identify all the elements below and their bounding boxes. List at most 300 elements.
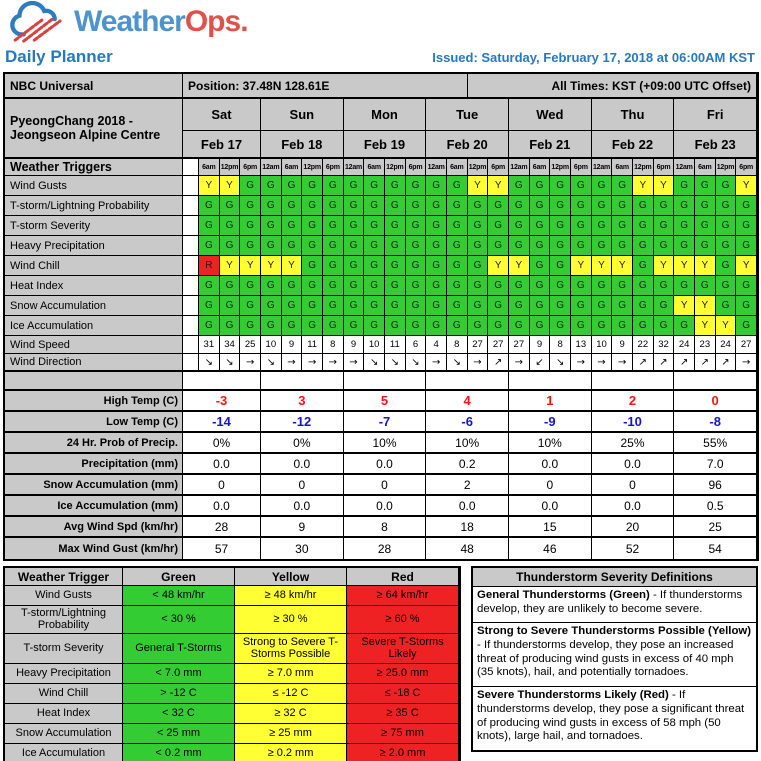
trigger-cell: G xyxy=(220,216,241,236)
trigger-cell: G xyxy=(426,296,447,316)
summary-value: 96 xyxy=(674,475,757,496)
trigger-cell: G xyxy=(364,256,385,276)
trigger-cell: Y xyxy=(674,296,695,316)
trigger-cell: G xyxy=(406,296,427,316)
trigger-cell: G xyxy=(385,196,406,216)
time-header: 12am xyxy=(592,159,613,176)
trigger-cell: G xyxy=(695,176,716,196)
day-header: Mon xyxy=(344,99,427,131)
trigger-cell: G xyxy=(509,236,530,256)
summary-value: 48 xyxy=(426,538,509,559)
summary-value: 0.0 xyxy=(509,496,592,517)
wind-direction-arrow: → xyxy=(736,354,757,372)
trigger-cell: G xyxy=(364,176,385,196)
trigger-cell: G xyxy=(592,316,613,336)
summary-label: Avg Wind Spd (km/hr) xyxy=(5,517,183,538)
summary-label: Precipitation (mm) xyxy=(5,454,183,475)
gap-cell xyxy=(183,176,199,196)
brand-name xyxy=(74,5,248,39)
wind-speed-cell: 8 xyxy=(323,336,344,354)
trigger-cell: G xyxy=(447,276,468,296)
cloud-wind-icon xyxy=(8,1,70,43)
trigger-cell: G xyxy=(654,236,675,256)
trigger-cell: Y xyxy=(612,256,633,276)
trigger-cell: G xyxy=(302,216,323,236)
trigger-cell: G xyxy=(509,216,530,236)
time-header: 12am xyxy=(509,159,530,176)
trigger-cell: G xyxy=(592,236,613,256)
trigger-cell: Y xyxy=(716,316,737,336)
time-header: 12am xyxy=(261,159,282,176)
trigger-cell: G xyxy=(592,176,613,196)
time-header: 6pm xyxy=(323,159,344,176)
legend-red-cell: ≥ 25.0 mm xyxy=(347,664,459,684)
trigger-cell: G xyxy=(736,196,757,216)
day-header: Tue xyxy=(426,99,509,131)
trigger-cell: G xyxy=(282,196,303,216)
time-header: 6am xyxy=(612,159,633,176)
trigger-cell: G xyxy=(633,196,654,216)
trigger-cell: G xyxy=(488,236,509,256)
summary-value: 15 xyxy=(509,517,592,538)
time-header: 12am xyxy=(344,159,365,176)
trigger-cell: Y xyxy=(468,176,489,196)
trigger-cell: G xyxy=(426,276,447,296)
summary-value: 20 xyxy=(592,517,675,538)
summary-value: 0.0 xyxy=(426,496,509,517)
trigger-cell: G xyxy=(447,216,468,236)
trigger-cell: Y xyxy=(571,256,592,276)
summary-value: -12 xyxy=(261,412,344,433)
wind-direction-arrow: ↗ xyxy=(674,354,695,372)
wind-direction-arrow: → xyxy=(468,354,489,372)
trigger-cell: G xyxy=(323,196,344,216)
summary-value: 0.0 xyxy=(509,454,592,475)
summary-value: 0 xyxy=(674,391,757,412)
trigger-cell: G xyxy=(716,176,737,196)
report-header xyxy=(0,44,761,70)
trigger-cell: G xyxy=(716,296,737,316)
time-header: 6am xyxy=(282,159,303,176)
wind-speed-cell: 10 xyxy=(261,336,282,354)
trigger-cell: G xyxy=(674,176,695,196)
legend-red-cell: ≥ 60 % xyxy=(347,606,459,634)
wind-direction-arrow: ↙ xyxy=(530,354,551,372)
legend-yellow-cell: ≥ 25 mm xyxy=(235,724,347,744)
trigger-cell: G xyxy=(654,216,675,236)
brand-weather: Weather xyxy=(74,5,185,38)
trigger-cell: Y xyxy=(282,256,303,276)
summary-value: 2 xyxy=(592,391,675,412)
definitions-body xyxy=(473,587,756,750)
trigger-cell: Y xyxy=(633,176,654,196)
trigger-cell: G xyxy=(282,296,303,316)
trigger-cell: G xyxy=(571,176,592,196)
trigger-cell: Y xyxy=(695,296,716,316)
summary-value: 28 xyxy=(183,517,261,538)
time-header: 6am xyxy=(695,159,716,176)
trigger-cell: G xyxy=(385,316,406,336)
trigger-cell: G xyxy=(282,276,303,296)
trigger-cell: G xyxy=(571,316,592,336)
legend-yellow-cell: ≥ 7.0 mm xyxy=(235,664,347,684)
wind-speed-cell: 27 xyxy=(736,336,757,354)
time-header: 6am xyxy=(364,159,385,176)
trigger-cell: G xyxy=(199,216,220,236)
trigger-cell: Y xyxy=(199,176,220,196)
trigger-cell: G xyxy=(716,276,737,296)
trigger-cell: G xyxy=(674,216,695,236)
legend-yellow-cell: ≥ 48 km/hr xyxy=(235,586,347,606)
trigger-cell: G xyxy=(240,176,261,196)
wind-speed-cell: 11 xyxy=(385,336,406,354)
legend-green-cell: < 30 % xyxy=(123,606,235,634)
trigger-cell: G xyxy=(654,296,675,316)
weather-triggers-label: Weather Triggers xyxy=(5,159,183,176)
summary-value: -10 xyxy=(592,412,675,433)
summary-value: 0.0 xyxy=(592,496,675,517)
summary-value: 1 xyxy=(509,391,592,412)
trigger-cell: G xyxy=(674,316,695,336)
wind-speed-cell: 9 xyxy=(344,336,365,354)
summary-label: Snow Accumulation (mm) xyxy=(5,475,183,496)
trigger-cell: G xyxy=(530,316,551,336)
trigger-cell: G xyxy=(344,196,365,216)
trigger-label: T-storm/Lightning Probability xyxy=(5,196,183,216)
trigger-cell: G xyxy=(550,276,571,296)
trigger-label: T-storm Severity xyxy=(5,216,183,236)
trigger-cell: G xyxy=(426,256,447,276)
trigger-cell: G xyxy=(199,236,220,256)
summary-value: 5 xyxy=(344,391,427,412)
trigger-cell: G xyxy=(674,276,695,296)
trigger-cell: G xyxy=(426,196,447,216)
trigger-cell: G xyxy=(468,276,489,296)
summary-value: -14 xyxy=(183,412,261,433)
date-header: Feb 19 xyxy=(344,131,427,159)
gap-cell xyxy=(183,159,199,176)
trigger-cell: G xyxy=(344,216,365,236)
summary-value: 3 xyxy=(261,391,344,412)
trigger-cell: G xyxy=(716,196,737,216)
legend-row-label: T-storm Severity xyxy=(5,634,123,664)
wind-speed-cell: 13 xyxy=(571,336,592,354)
legend-yellow-cell: ≥ 30 % xyxy=(235,606,347,634)
trigger-cell: G xyxy=(261,196,282,216)
legend-row-label: Ice Accumulation xyxy=(5,744,123,761)
trigger-cell: G xyxy=(261,236,282,256)
wind-direction-arrow: → xyxy=(571,354,592,372)
trigger-cell: G xyxy=(323,216,344,236)
summary-value: -7 xyxy=(344,412,427,433)
trigger-cell: G xyxy=(530,196,551,216)
trigger-cell: G xyxy=(220,296,241,316)
wind-speed-cell: 9 xyxy=(530,336,551,354)
gap-cell xyxy=(183,236,199,256)
trigger-cell: G xyxy=(261,296,282,316)
trigger-cell: G xyxy=(240,216,261,236)
trigger-cell: G xyxy=(282,236,303,256)
trigger-cell: G xyxy=(468,256,489,276)
trigger-cell: G xyxy=(674,236,695,256)
wind-direction-arrow: ↘ xyxy=(364,354,385,372)
trigger-cell: G xyxy=(654,316,675,336)
definition-term: General Thunderstorms (Green) xyxy=(477,589,650,601)
summary-value: 0.5 xyxy=(674,496,757,517)
trigger-cell: G xyxy=(199,276,220,296)
trigger-cell: G xyxy=(633,216,654,236)
legend-red-cell: ≥ 64 km/hr xyxy=(347,586,459,606)
gap-cell xyxy=(183,276,199,296)
wind-speed-cell: 25 xyxy=(240,336,261,354)
trigger-cell: Y xyxy=(654,176,675,196)
time-header: 12am xyxy=(426,159,447,176)
trigger-cell: G xyxy=(406,176,427,196)
trigger-cell: G xyxy=(302,256,323,276)
trigger-cell: G xyxy=(530,236,551,256)
trigger-cell: G xyxy=(302,276,323,296)
trigger-cell: G xyxy=(344,276,365,296)
spacer-cell xyxy=(261,372,344,391)
trigger-cell: G xyxy=(612,296,633,316)
wind-speed-cell: 27 xyxy=(509,336,530,354)
trigger-cell: G xyxy=(199,316,220,336)
trigger-cell: G xyxy=(592,296,613,316)
legend-row-label: Heat Index xyxy=(5,704,123,724)
trigger-cell: G xyxy=(468,216,489,236)
legend-row-label: Snow Accumulation xyxy=(5,724,123,744)
definition-item xyxy=(473,622,756,686)
wind-speed-cell: 27 xyxy=(468,336,489,354)
spacer-cell xyxy=(183,372,261,391)
trigger-cell: G xyxy=(530,296,551,316)
trigger-cell: G xyxy=(509,316,530,336)
weatherops-logo xyxy=(0,0,761,44)
trigger-cell: G xyxy=(488,216,509,236)
wind-speed-cell: 24 xyxy=(716,336,737,354)
position-label: Position: 37.48N 128.61E xyxy=(183,74,468,99)
trigger-cell: G xyxy=(364,276,385,296)
trigger-cell: G xyxy=(550,176,571,196)
trigger-cell: G xyxy=(550,256,571,276)
trigger-cell: G xyxy=(344,236,365,256)
trigger-cell: G xyxy=(716,236,737,256)
trigger-cell: G xyxy=(447,296,468,316)
time-header: 12pm xyxy=(633,159,654,176)
trigger-cell: G xyxy=(406,196,427,216)
gap-cell xyxy=(183,316,199,336)
wind-direction-arrow: ↘ xyxy=(199,354,220,372)
definition-item xyxy=(473,686,756,750)
summary-value: -8 xyxy=(674,412,757,433)
trigger-cell: G xyxy=(385,276,406,296)
trigger-cell: G xyxy=(736,216,757,236)
trigger-cell: G xyxy=(364,296,385,316)
trigger-cell: G xyxy=(530,276,551,296)
trigger-cell: G xyxy=(571,276,592,296)
client-name: NBC Universal xyxy=(5,74,183,99)
trigger-cell: G xyxy=(220,236,241,256)
trigger-label: Snow Accumulation xyxy=(5,296,183,316)
legend-header: Yellow xyxy=(235,568,347,586)
definition-text: - If thunderstorms develop, they pose a significant threat of producing wind gusts in excess of 58 mph (50 knots), large hail, and tornadoes. xyxy=(477,689,745,743)
time-header: 6pm xyxy=(406,159,427,176)
trigger-cell: G xyxy=(468,236,489,256)
legend-green-cell: < 32 C xyxy=(123,704,235,724)
trigger-cell: G xyxy=(488,276,509,296)
summary-value: 0 xyxy=(183,475,261,496)
summary-value: 0 xyxy=(261,475,344,496)
wind-direction-arrow: → xyxy=(323,354,344,372)
legend-red-cell: ≤ -18 C xyxy=(347,684,459,704)
wind-direction-arrow: → xyxy=(240,354,261,372)
summary-value: 25 xyxy=(674,517,757,538)
summary-value: 10% xyxy=(426,433,509,454)
trigger-cell: G xyxy=(468,316,489,336)
trigger-cell: G xyxy=(447,196,468,216)
summary-value: 0 xyxy=(509,475,592,496)
wind-speed-cell: 8 xyxy=(550,336,571,354)
wind-speed-cell: 10 xyxy=(592,336,613,354)
wind-speed-label: Wind Speed xyxy=(5,336,183,354)
bottom-section xyxy=(3,566,761,761)
trigger-cell: G xyxy=(695,276,716,296)
date-header: Feb 22 xyxy=(592,131,675,159)
trigger-cell: G xyxy=(592,276,613,296)
legend-yellow-cell: ≥ 32 C xyxy=(235,704,347,724)
trigger-cell: Y xyxy=(488,176,509,196)
legend-green-cell: < 48 km/hr xyxy=(123,586,235,606)
trigger-cell: G xyxy=(509,176,530,196)
time-header: 12pm xyxy=(468,159,489,176)
trigger-cell: G xyxy=(323,256,344,276)
trigger-cell: G xyxy=(385,296,406,316)
trigger-cell: G xyxy=(323,296,344,316)
wind-direction-arrow: ↘ xyxy=(447,354,468,372)
trigger-cell: G xyxy=(447,316,468,336)
trigger-cell: Y xyxy=(654,256,675,276)
trigger-cell: G xyxy=(302,196,323,216)
wind-direction-arrow: ↗ xyxy=(695,354,716,372)
time-header: 6pm xyxy=(654,159,675,176)
wind-direction-arrow: ↘ xyxy=(406,354,427,372)
trigger-cell: G xyxy=(282,316,303,336)
trigger-cell: Y xyxy=(674,256,695,276)
time-header: 6pm xyxy=(736,159,757,176)
trigger-cell: G xyxy=(364,316,385,336)
legend-red-cell: ≥ 75 mm xyxy=(347,724,459,744)
trigger-cell: G xyxy=(550,236,571,256)
wind-speed-cell: 32 xyxy=(654,336,675,354)
trigger-cell: G xyxy=(302,236,323,256)
summary-value: 54 xyxy=(674,538,757,559)
definition-item xyxy=(473,587,756,622)
gap-cell xyxy=(183,216,199,236)
time-header: 12am xyxy=(674,159,695,176)
summary-value: 0 xyxy=(344,475,427,496)
date-header: Feb 18 xyxy=(261,131,344,159)
wind-speed-cell: 27 xyxy=(488,336,509,354)
summary-value: 8 xyxy=(344,517,427,538)
trigger-cell: Y xyxy=(240,256,261,276)
summary-value: -9 xyxy=(509,412,592,433)
trigger-cell: G xyxy=(716,216,737,236)
trigger-cell: G xyxy=(220,196,241,216)
trigger-cell: Y xyxy=(261,256,282,276)
venue-name: PyeongChang 2018 - Jeongseon Alpine Centre xyxy=(5,99,183,159)
summary-value: 0.0 xyxy=(592,454,675,475)
legend-yellow-cell: ≤ -12 C xyxy=(235,684,347,704)
trigger-cell: G xyxy=(406,216,427,236)
trigger-cell: G xyxy=(344,176,365,196)
trigger-cell: G xyxy=(633,276,654,296)
wind-direction-arrow: ↗ xyxy=(633,354,654,372)
trigger-cell: G xyxy=(612,316,633,336)
trigger-cell: G xyxy=(240,316,261,336)
trigger-cell: G xyxy=(695,216,716,236)
trigger-cell: G xyxy=(406,256,427,276)
trigger-cell: Y xyxy=(736,176,757,196)
wind-speed-cell: 9 xyxy=(282,336,303,354)
trigger-cell: Y xyxy=(509,256,530,276)
trigger-cell: G xyxy=(344,316,365,336)
legend-green-cell: > -12 C xyxy=(123,684,235,704)
legend-row-label: Wind Chill xyxy=(5,684,123,704)
trigger-cell: G xyxy=(364,236,385,256)
summary-value: 0% xyxy=(261,433,344,454)
wind-speed-cell: 22 xyxy=(633,336,654,354)
trigger-cell: G xyxy=(385,176,406,196)
trigger-cell: G xyxy=(633,296,654,316)
wind-direction-arrow: ↗ xyxy=(654,354,675,372)
trigger-label: Heavy Precipitation xyxy=(5,236,183,256)
definitions-title: Thunderstorm Severity Definitions xyxy=(473,568,756,587)
trigger-cell: G xyxy=(592,216,613,236)
trigger-cell: G xyxy=(426,236,447,256)
trigger-cell: G xyxy=(240,236,261,256)
summary-value: 7.0 xyxy=(674,454,757,475)
time-header: 6pm xyxy=(571,159,592,176)
day-header: Thu xyxy=(592,99,675,131)
trigger-cell: R xyxy=(199,256,220,276)
day-header: Sat xyxy=(183,99,261,131)
legend-green-cell: General T-Storms xyxy=(123,634,235,664)
trigger-cell: Y xyxy=(592,256,613,276)
wind-speed-cell: 24 xyxy=(674,336,695,354)
summary-value: 0 xyxy=(592,475,675,496)
date-header: Feb 20 xyxy=(426,131,509,159)
summary-label: Low Temp (C) xyxy=(5,412,183,433)
summary-value: 0.0 xyxy=(183,496,261,517)
summary-label: Max Wind Gust (km/hr) xyxy=(5,538,183,559)
trigger-cell: G xyxy=(468,196,489,216)
trigger-cell: G xyxy=(426,216,447,236)
time-header: 12pm xyxy=(716,159,737,176)
trigger-cell: G xyxy=(571,296,592,316)
summary-value: -6 xyxy=(426,412,509,433)
wind-direction-arrow: → xyxy=(426,354,447,372)
date-header: Feb 23 xyxy=(674,131,757,159)
time-header: 6am xyxy=(447,159,468,176)
spacer-cell xyxy=(592,372,675,391)
brand-period: . xyxy=(240,5,248,38)
issued-timestamp: Issued: Saturday, February 17, 2018 at 06:00AM KST xyxy=(432,49,755,65)
wind-direction-arrow: → xyxy=(302,354,323,372)
wind-speed-cell: 31 xyxy=(199,336,220,354)
time-header: 12pm xyxy=(385,159,406,176)
legend-green-cell: < 7.0 mm xyxy=(123,664,235,684)
trigger-cell: G xyxy=(364,216,385,236)
